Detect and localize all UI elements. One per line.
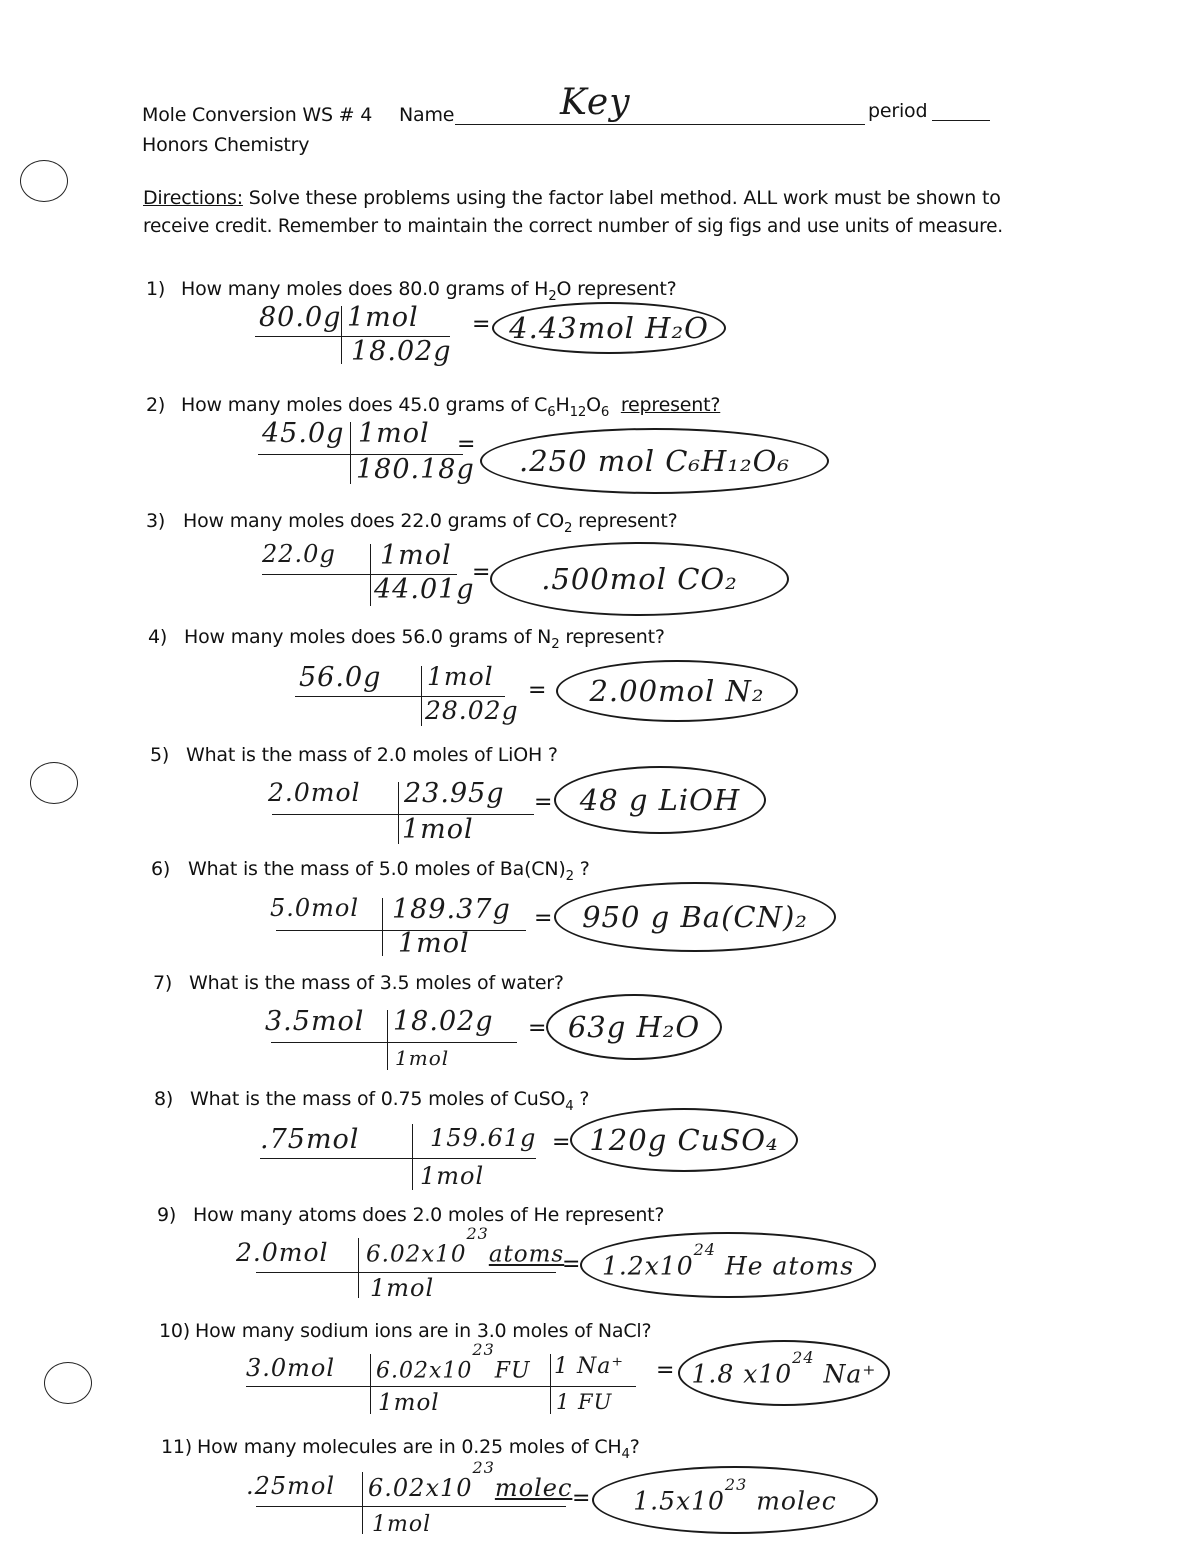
problem-question: What is the mass of 0.75 moles of CuSO$_4$ ? <box>190 1088 590 1114</box>
answer-exponent: 24 <box>693 1239 716 1259</box>
given-quantity: 22.0g <box>262 540 336 568</box>
given-quantity: 5.0mol <box>270 894 360 922</box>
exponent: 23 <box>466 1224 489 1243</box>
answer-text: 2.00mol N₂ <box>589 674 765 708</box>
factor-divider <box>370 1354 371 1414</box>
factor-denominator: 1mol <box>378 1390 440 1416</box>
fraction-bar <box>256 1272 556 1273</box>
worksheet-title: Mole Conversion WS # 4 <box>142 104 373 126</box>
equals-sign: = <box>528 1016 547 1041</box>
answer-circle <box>678 1340 890 1406</box>
problem-number: 1) <box>146 278 166 300</box>
answer-text: 63g H₂O <box>567 1010 701 1044</box>
factor-divider <box>387 1010 388 1070</box>
problem-question: How many moles does 22.0 grams of $CO_2$ represent? <box>183 510 678 536</box>
equals-sign: = <box>534 906 553 931</box>
answer-exponent: 23 <box>724 1474 748 1494</box>
name-value: Key <box>560 82 631 123</box>
factor-numerator: $6.02x10^{23}molec$ <box>368 1458 573 1502</box>
factor-divider-2 <box>550 1354 551 1414</box>
problem-number: 6) <box>151 858 171 880</box>
factor-denominator: 18.02g <box>351 336 452 367</box>
problem-question: How many atoms does 2.0 moles of He represent? <box>193 1204 665 1226</box>
equals-sign: = <box>472 560 491 585</box>
factor-numerator: 189.37g <box>392 894 511 925</box>
problem-question: How many molecules are in 0.25 moles of $CH_4$? <box>197 1436 640 1462</box>
equals-sign: = <box>457 432 476 457</box>
factor-divider <box>350 422 351 484</box>
directions-line-1 <box>143 187 1001 209</box>
equals-sign: = <box>472 312 491 337</box>
answer-text: $1.2x10^{24}$ He atoms <box>601 1239 855 1281</box>
given-quantity: 2.0mol <box>268 778 361 807</box>
answer-circle <box>592 1466 878 1534</box>
factor-numerator: $6.02x10^{23}atoms$ <box>366 1224 565 1268</box>
factor-divider <box>341 306 342 364</box>
factor-numerator: 1mol <box>358 418 430 449</box>
period-line <box>932 120 990 121</box>
answer-exponent: 24 <box>792 1347 815 1367</box>
factor-divider <box>412 1124 413 1190</box>
given-quantity: 2.0mol <box>236 1238 329 1267</box>
problem-number: 11) <box>161 1436 192 1458</box>
problem-number: 10) <box>159 1320 190 1342</box>
answer-circle <box>480 428 829 494</box>
factor-numerator: $6.02x10^{23}FU$ <box>376 1340 531 1384</box>
factor-denominator: 180.18g <box>356 454 475 485</box>
course-name: Honors Chemistry <box>142 134 310 156</box>
answer-circle <box>580 1232 876 1298</box>
name-line <box>455 124 865 125</box>
factor-numerator: 18.02g <box>393 1006 494 1037</box>
equals-sign: = <box>528 678 547 703</box>
factor-numerator: 23.95g <box>404 778 505 809</box>
factor-denominator: 1mol <box>398 928 470 959</box>
factor-divider <box>362 1472 363 1534</box>
given-quantity: .25mol <box>246 1472 336 1500</box>
factor-denominator: 28.02g <box>425 696 519 725</box>
equals-sign: = <box>656 1358 675 1383</box>
problem-number: 2) <box>146 394 166 416</box>
factor-denominator: 1mol <box>395 1046 450 1070</box>
given-quantity: .75mol <box>260 1124 360 1155</box>
answer-circle <box>556 660 798 722</box>
equals-sign: = <box>534 790 553 815</box>
answer-circle <box>554 766 766 834</box>
answer-circle <box>554 882 836 952</box>
directions-line-2: receive credit. Remember to maintain the correct number of sig figs and use units of measure. <box>143 216 1003 237</box>
factor-denominator: 44.01g <box>374 574 475 605</box>
factor-divider <box>370 544 371 606</box>
answer-circle <box>570 1108 798 1172</box>
factor-denominator: 1mol <box>420 1162 485 1190</box>
answer-text: 1.8 $x10^{24}$ Na⁺ <box>691 1347 877 1389</box>
answer-circle <box>490 542 789 616</box>
exponent: 23 <box>472 1458 495 1477</box>
equals-sign: = <box>572 1486 591 1511</box>
answer-text: $1.5x10^{23}$ molec <box>633 1474 837 1516</box>
problem-question: How many moles does 80.0 grams of $H_2O$ represent? <box>181 278 677 304</box>
fraction-bar <box>246 1386 636 1387</box>
name-label: Name <box>399 104 455 126</box>
problem-question: What is the mass of 2.0 moles of LiOH ? <box>186 744 558 766</box>
directions-label: Directions: <box>143 187 243 209</box>
factor-numerator: 159.61g <box>430 1124 537 1152</box>
factor-denominator-2: 1 FU <box>556 1390 613 1414</box>
answer-text: 950 g Ba(CN)₂ <box>582 900 808 934</box>
factor-divider <box>398 782 399 844</box>
answer-text: 48 g LiOH <box>579 783 741 817</box>
factor-numerator-2: 1 Na⁺ <box>554 1354 624 1379</box>
fraction-bar <box>256 1506 566 1507</box>
given-quantity: 3.0mol <box>246 1354 336 1382</box>
problem-question: How many moles does 45.0 grams of $C_6H_{12}O_6$ represent? <box>181 394 721 420</box>
answer-text: .250 mol C₆H₁₂O₆ <box>519 444 790 478</box>
factor-numerator: 1mol <box>380 540 452 571</box>
directions-text-1: Solve these problems using the factor label method. ALL work must be shown to <box>248 187 1001 209</box>
factor-divider <box>382 898 383 956</box>
given-quantity: 3.5mol <box>265 1006 365 1037</box>
factor-denominator: 1mol <box>370 1274 435 1302</box>
answer-circle <box>492 302 726 354</box>
problem-question: How many sodium ions are in 3.0 moles of NaCl? <box>195 1320 652 1342</box>
answer-circle <box>546 994 722 1060</box>
fraction-bar <box>271 1042 517 1043</box>
problem-number: 8) <box>154 1088 174 1110</box>
factor-divider <box>358 1238 359 1298</box>
factor-denominator: 1mol <box>372 1512 432 1537</box>
fraction-bar <box>260 1158 536 1159</box>
exponent: 23 <box>472 1340 495 1359</box>
binder-hole <box>20 160 68 202</box>
period-label: period <box>868 100 928 122</box>
problem-question: What is the mass of 3.5 moles of water? <box>189 972 564 994</box>
problem-question: What is the mass of 5.0 moles of $Ba(CN)_2$ ? <box>188 858 590 884</box>
answer-text: .500mol CO₂ <box>541 562 738 596</box>
answer-text: 4.43mol H₂O <box>509 311 709 345</box>
given-quantity: 80.0g <box>259 302 342 333</box>
equals-sign: = <box>562 1252 581 1277</box>
problem-number: 9) <box>157 1204 177 1226</box>
problem-number: 4) <box>148 626 168 648</box>
problem-number: 3) <box>146 510 166 532</box>
problem-question: How many moles does 56.0 grams of $N_2$ represent? <box>184 626 665 652</box>
factor-numerator: 1mol <box>347 302 419 333</box>
given-quantity: 56.0g <box>299 662 382 693</box>
factor-numerator: 1mol <box>427 662 494 691</box>
factor-denominator: 1mol <box>402 814 474 845</box>
problem-number: 5) <box>150 744 170 766</box>
equals-sign: = <box>552 1130 571 1155</box>
problem-number: 7) <box>153 972 173 994</box>
answer-text: 120g CuSO₄ <box>589 1123 779 1157</box>
given-quantity: 45.0g <box>262 418 345 449</box>
